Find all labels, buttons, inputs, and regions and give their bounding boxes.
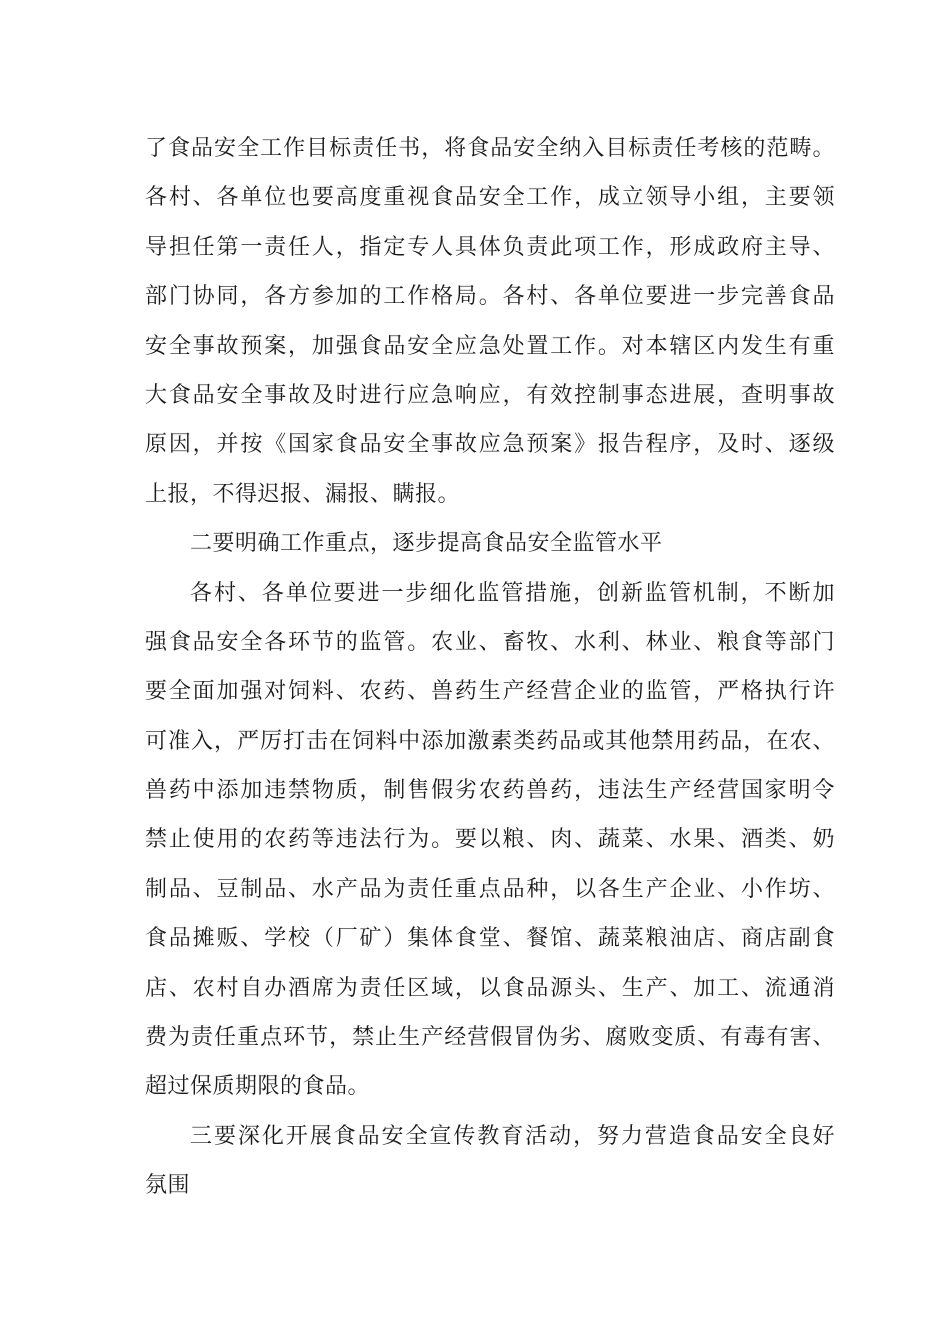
text-line: 食品摊贩、学校（厂矿）集体食堂、餐馆、蔬菜粮油店、商店副食: [145, 926, 835, 952]
text-line: 二要明确工作重点，逐步提高食品安全监管水平: [190, 531, 663, 557]
text-line: 了食品安全工作目标责任书，将食品安全纳入目标责任考核的范畴。: [145, 136, 835, 161]
text-line: 上报，不得迟报、漏报、瞒报。: [145, 481, 461, 507]
text-line: 兽药中添加违禁物质，制售假劣农药兽药，违法生产经营国家明令: [145, 778, 835, 804]
text-line: 强食品安全各环节的监管。农业、畜牧、水利、林业、粮食等部门: [145, 629, 835, 655]
text-line: 店、农村自办酒席为责任区域，以食品源头、生产、加工、流通消: [145, 975, 835, 1001]
text-line: 部门协同，各方参加的工作格局。各村、各单位要进一步完善食品: [145, 284, 835, 310]
text-line: 导担任第一责任人，指定专人具体负责此项工作，形成政府主导、: [145, 234, 835, 260]
text-line: 要全面加强对饲料、农药、兽药生产经营企业的监管，严格执行许: [145, 679, 835, 705]
document-body: [145, 124, 835, 1211]
text-line: 大食品安全事故及时进行应急响应，有效控制事态进展，查明事故: [145, 382, 835, 408]
text-line: 氛围: [145, 1173, 191, 1199]
text-line: 原因，并按《国家食品安全事故应急预案》报告程序，及时、逐级: [145, 432, 835, 458]
text-line: 制品、豆制品、水产品为责任重点品种，以各生产企业、小作坊、: [145, 876, 835, 902]
text-line: 三要深化开展食品安全宣传教育活动，努力营造食品安全良好: [190, 1123, 835, 1149]
text-line: 各村、各单位要进一步细化监管措施，创新监管机制，不断加: [190, 580, 835, 606]
text-line: 安全事故预案，加强食品安全应急处置工作。对本辖区内发生有重: [145, 333, 835, 359]
text-line: 超过保质期限的食品。: [145, 1074, 371, 1100]
text-line: 禁止使用的农药等违法行为。要以粮、肉、蔬菜、水果、酒类、奶: [145, 827, 835, 853]
text-line: 可准入，严厉打击在饲料中添加激素类药品或其他禁用药品，在农、: [145, 728, 835, 754]
text-line: 费为责任重点环节，禁止生产经营假冒伪劣、腐败变质、有毒有害、: [145, 1025, 835, 1051]
text-line: 各村、各单位也要高度重视食品安全工作，成立领导小组，主要领: [145, 185, 835, 211]
